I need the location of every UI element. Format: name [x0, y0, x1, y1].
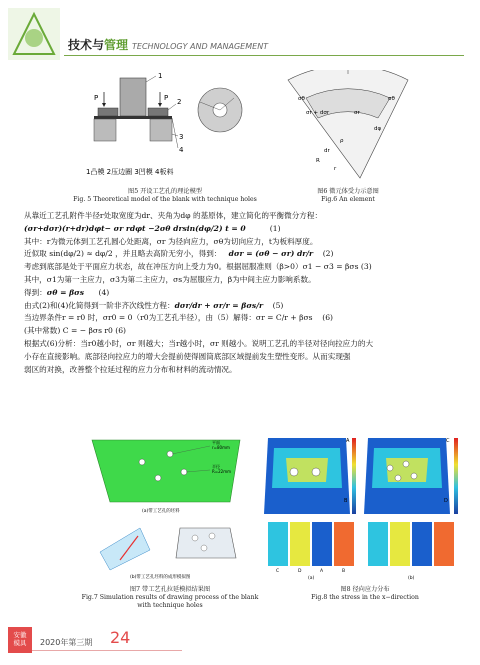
section-title-part1: 技术与 [68, 38, 105, 52]
body-eq1-line [24, 223, 462, 236]
fig6-label-sigma-theta-2: σθ [388, 96, 395, 102]
body-p2: 其中：r为微元体到工艺孔圆心处距离，σr 为径向应力，σθ为切向应力，t为板料厚度。 [24, 236, 318, 246]
body-p1: 从靠近工艺孔附件半径r处取宽度为dr、夹角为dφ 的基原体，建立简化的平衡微分方程： [24, 211, 323, 220]
fig8-label-b-bottom: D [298, 569, 302, 574]
body-p6-line [24, 287, 462, 300]
body-p3a: 近似取 sin(dφ/2) ≈ dφ/2 ，并且略去高阶无穷小，得到： [24, 249, 222, 259]
journal-logo [8, 8, 60, 60]
body-p8-line [24, 312, 462, 325]
section-title [68, 36, 268, 53]
fig7-caption-en1: Fig.7 Simulation results of drawing process of the blank [81, 594, 259, 601]
fig7-caption [60, 586, 280, 610]
fig5-label-4: 4 [179, 146, 184, 154]
fig5-label-1: 1 [158, 72, 163, 80]
body-p5: 其中，σ1为第一主应力，σ3为第二主应力，σs为屈服应力，β为中间主应力影响系数。 [24, 274, 316, 284]
body-p8: 当边界条件r = r0 时，σr0 = 0（r0为工艺孔半径），由（5）解得：σr = C/r + βσs [24, 313, 313, 323]
footer-journal-badge [8, 627, 32, 653]
fig5-label-p-right: P [164, 94, 169, 102]
footer-badge-line1: 安徽 [13, 631, 27, 639]
equation-2-no: (2) [322, 249, 334, 259]
fig6-caption-en: Fig.6 An element [321, 196, 375, 203]
body-p3-line [24, 248, 462, 261]
page-number: 24 [110, 628, 131, 647]
equation-1-no: (1) [269, 223, 281, 233]
fig7-label-mid: 半径 [212, 464, 220, 469]
equation-2: dσr = (σθ − σr) dr/r [228, 249, 314, 259]
fig6-label-dphi: dφ [374, 126, 382, 132]
body-p4: 考虑到底部是处于平面应力状态，故在冲压方向上受力为0。根据屈服准则（β>0）σ1 − σ3 = βσs (3) [24, 262, 372, 272]
fig5-label-p-left: P [94, 94, 99, 102]
fig5-label-3: 3 [179, 133, 184, 141]
body-p6a: 得到： [24, 287, 47, 297]
section-title-part2: 管理 [104, 38, 129, 52]
fig6-label-rho: ρ [340, 138, 344, 144]
fig5-caption-en: Fig. 5 Theoretical model of the blank with technique holes [73, 196, 257, 203]
equation-6-no: (6) [322, 313, 334, 323]
fig7-sub-a: (a)带工艺孔的坯料 [142, 509, 180, 514]
fig6-caption [278, 188, 418, 204]
equation-1: (σr+dσr)(r+dr)dφt− σr rdφt −2σθ drsin(dφ/2) t = 0 [24, 223, 246, 233]
fig8-stress-figure [264, 428, 464, 580]
fig8-label-b-left: B [344, 498, 348, 504]
fig6-label-sigma-r: σr [354, 110, 360, 116]
fig7-caption-en2: with technique holes [137, 602, 203, 609]
fig6-label-r: r [334, 166, 337, 172]
footer-issue: 2020年第三期 [40, 638, 93, 647]
footer-badge-line2: 模具 [13, 639, 27, 647]
body-p9: (其中常数) C = − βσs r0 (6) [24, 326, 127, 336]
body-p11: 小存在直接影响。底部径向拉应力的增大会提前使得圆筒底部区域提前发生塑性变形。从而实现强 [24, 351, 351, 361]
fig5-caption [70, 188, 260, 204]
fig7-label-top2: r=80mm [212, 445, 230, 450]
fig8-sub-a: (a) [308, 576, 315, 580]
fig8-label-a-left: A [346, 438, 350, 444]
fig5-model-diagram [80, 70, 250, 185]
header-divider [64, 55, 464, 56]
equation-4-no: (4) [98, 287, 110, 297]
equation-5-no: (5) [272, 300, 284, 310]
body-p12: 弱区的对换，改善整个拉延过程的应力分布和材料的流动情况。 [24, 364, 237, 374]
fig8-label-a-bottom: C [276, 569, 280, 574]
body-p10: 根据式(6)分析：当r0越小时，σr 则越大；当r越小时，σr 则越小。说明工艺孔的半径对径向拉应力的大 [24, 338, 374, 348]
body-p7-line [24, 300, 462, 313]
equation-5: dσr/dr + σr/r = βσs/r [174, 300, 263, 310]
fig7-label-mid2: R=22mm [212, 469, 232, 474]
fig8-caption [280, 586, 450, 602]
fig6-label-dr: dr [324, 148, 330, 154]
body-p7a: 由式(2)和(4)化简得到一阶非齐次线性方程： [24, 300, 175, 310]
equation-4: σθ = βσs [46, 287, 85, 297]
fig7-simulation-figure [80, 432, 260, 582]
fig7-caption-cn: 图7 带工艺孔拉延模拟结果图 [129, 586, 211, 593]
article-body [24, 210, 462, 376]
fig5-label-2: 2 [177, 98, 182, 106]
fig6-label-sigma-r-dr: σr + dσr [306, 110, 330, 116]
fig5-legend: 1凸模 2压边圈 3凹模 4板料 [86, 168, 174, 176]
footer-divider [32, 650, 182, 651]
fig7-label-top: 平面 [212, 440, 220, 445]
fig6-label-R: R [316, 158, 320, 164]
fig5-caption-cn: 图5 开设工艺孔的理论模型 [128, 188, 202, 195]
fig8-caption-en: Fig.8 the stress in the x−direction [311, 594, 419, 601]
fig8-label-d-bottom: B [342, 569, 346, 574]
section-title-en: TECHNOLOGY AND MANAGEMENT [132, 42, 269, 51]
fig8-sub-b: (b) [408, 576, 415, 580]
fig6-element-diagram [278, 70, 418, 185]
fig8-label-c-right: C [446, 438, 450, 444]
fig6-label-sigma-theta-1: σθ [298, 96, 305, 102]
fig8-label-d-right: D [444, 498, 448, 504]
fig7-sub-b: (b)带工艺孔坯料的成形模拟图 [130, 575, 191, 580]
fig6-caption-cn: 图6 微元体受力示意图 [317, 188, 379, 195]
fig8-caption-cn: 图8 径向应力分布 [340, 586, 390, 593]
fig8-label-c-bottom: A [320, 569, 324, 574]
